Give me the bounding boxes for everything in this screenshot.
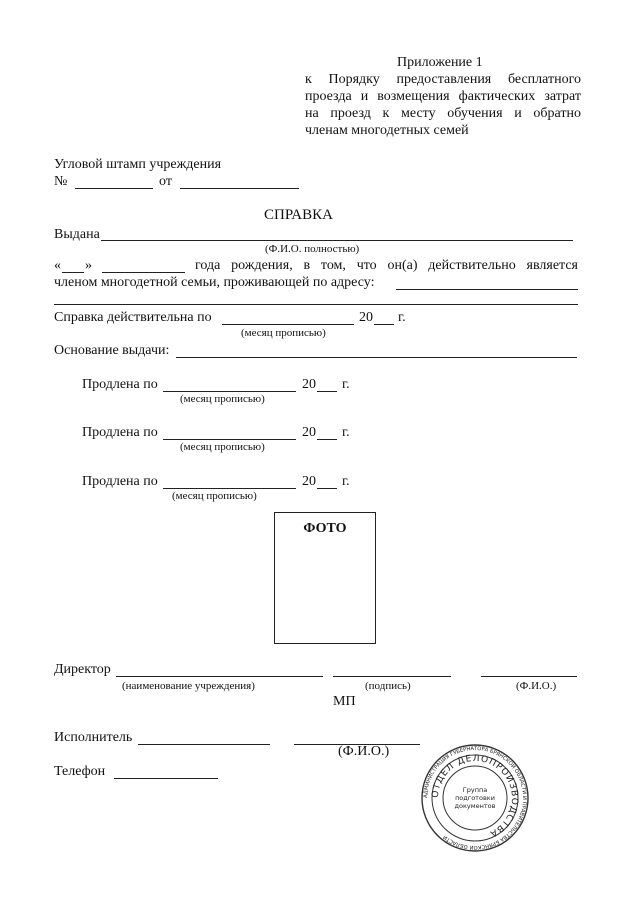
quote-open: « [54, 258, 61, 273]
basis-field[interactable] [176, 357, 577, 358]
extended-year-prefix-1: 20 [302, 377, 316, 392]
basis-label: Основание выдачи: [54, 343, 170, 358]
appendix-block [305, 54, 581, 139]
issued-fio-field[interactable] [101, 240, 573, 241]
issued-label: Выдана [54, 227, 100, 242]
signature-field[interactable] [333, 676, 451, 677]
appendix-line-1: к Порядку предоставления бесплатного [305, 72, 581, 87]
executor-label: Исполнитель [54, 730, 133, 745]
quote-close: » [85, 258, 92, 273]
number-label: № [54, 174, 68, 189]
seal-center-line-2: подготовки [455, 794, 495, 802]
extended-year-field-3[interactable] [317, 488, 337, 489]
phone-label: Телефон [54, 764, 106, 779]
member-text: членом многодетной семьи, проживающей по адресу: [54, 275, 375, 290]
executor-field[interactable] [138, 744, 270, 745]
appendix-line-4: членам многодетных семей [305, 123, 469, 138]
extended-month-field-3[interactable] [163, 488, 296, 489]
organization-seal [420, 743, 530, 853]
executor-fio-caption: (Ф.И.О.) [338, 744, 390, 759]
photo-label: ФОТО [303, 521, 347, 536]
extended-month-field-1[interactable] [163, 391, 296, 392]
address-field[interactable] [396, 289, 578, 290]
appendix-number: Приложение 1 [397, 55, 483, 70]
date-field[interactable] [180, 188, 299, 189]
extended-month-field-2[interactable] [163, 439, 296, 440]
birth-month-year-field[interactable] [102, 272, 185, 273]
valid-month-caption: (месяц прописью) [241, 327, 326, 339]
photo-box [274, 512, 376, 644]
director-fio-field[interactable] [481, 676, 577, 677]
extended-caption-1: (месяц прописью) [180, 393, 265, 405]
extended-year-suffix-3: г. [342, 474, 350, 489]
extended-label-3: Продлена по [82, 474, 158, 489]
number-field[interactable] [75, 188, 153, 189]
extended-caption-2: (месяц прописью) [180, 441, 265, 453]
valid-month-field[interactable] [222, 324, 354, 325]
extended-year-suffix-1: г. [342, 377, 350, 392]
seal-center-line-1: Группа [462, 786, 488, 794]
extended-label-1: Продлена по [82, 377, 158, 392]
from-label: от [159, 174, 172, 189]
valid-year-prefix: 20 [359, 310, 373, 325]
birth-text: года рождения, в том, что он(а) действительно является [195, 258, 578, 273]
director-label: Директор [54, 662, 111, 677]
extended-year-field-1[interactable] [317, 391, 337, 392]
document-title: СПРАВКА [264, 207, 333, 223]
institution-field[interactable] [116, 676, 323, 677]
extended-year-prefix-3: 20 [302, 474, 316, 489]
extended-year-prefix-2: 20 [302, 425, 316, 440]
extended-label-2: Продлена по [82, 425, 158, 440]
extended-year-suffix-2: г. [342, 425, 350, 440]
fio-caption: (Ф.И.О. полностью) [265, 243, 360, 255]
birth-day-field[interactable] [62, 272, 84, 273]
address-field-2[interactable] [54, 304, 578, 305]
mp-label: МП [333, 694, 356, 709]
signature-caption: (подпись) [365, 680, 411, 692]
extended-year-field-2[interactable] [317, 439, 337, 440]
valid-year-field[interactable] [374, 324, 394, 325]
valid-year-suffix: г. [398, 310, 406, 325]
corner-stamp-title: Угловой штамп учреждения [54, 157, 222, 172]
seal-outer-text: АДМИНИСТРАЦИЯ ГУБЕРНАТОРА БРЯНСКОЙ ОБЛАСТИ И ПРАВИТЕЛЬСТВА БРЯНСКОЙ ОБЛАСТИ [422, 745, 528, 851]
valid-label: Справка действительна по [54, 310, 212, 325]
seal-ring-text: ОТДЕЛ ДЕЛОПРОИЗВОДСТВА [430, 753, 520, 839]
phone-field[interactable] [114, 778, 218, 779]
appendix-line-2: проезда и возмещения фактических затрат [305, 89, 581, 104]
extended-caption-3: (месяц прописью) [172, 490, 257, 502]
director-fio-caption: (Ф.И.О.) [516, 680, 557, 692]
seal-center-line-3: документов [454, 802, 496, 810]
institution-caption: (наименование учреждения) [122, 680, 255, 692]
appendix-line-3: на проезд к месту обучения и обратно [305, 106, 581, 121]
